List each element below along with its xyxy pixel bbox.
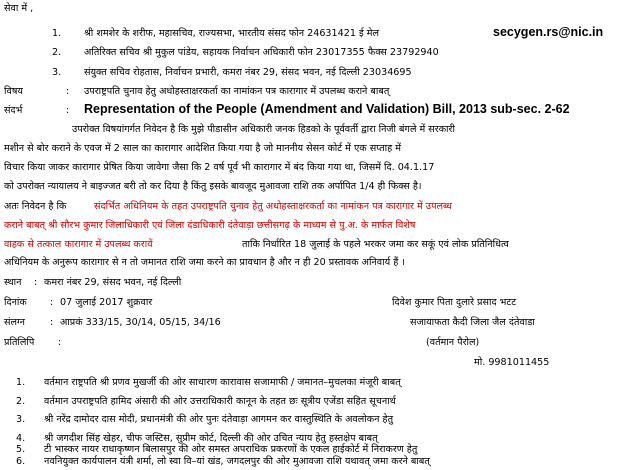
sender-name: दिवेश कुमार पिता दुलारे प्रसाद भटट <box>392 297 517 308</box>
email-link[interactable]: secygen.rs@nic.in <box>493 25 604 39</box>
sender-status: सजायाफता कैदी जिला जैल दंतेवाडा <box>410 317 535 328</box>
sender-mobile: मो. 9981011455 <box>474 357 550 368</box>
sender-parole: (वर्तमान पैरोल) <box>426 337 480 348</box>
